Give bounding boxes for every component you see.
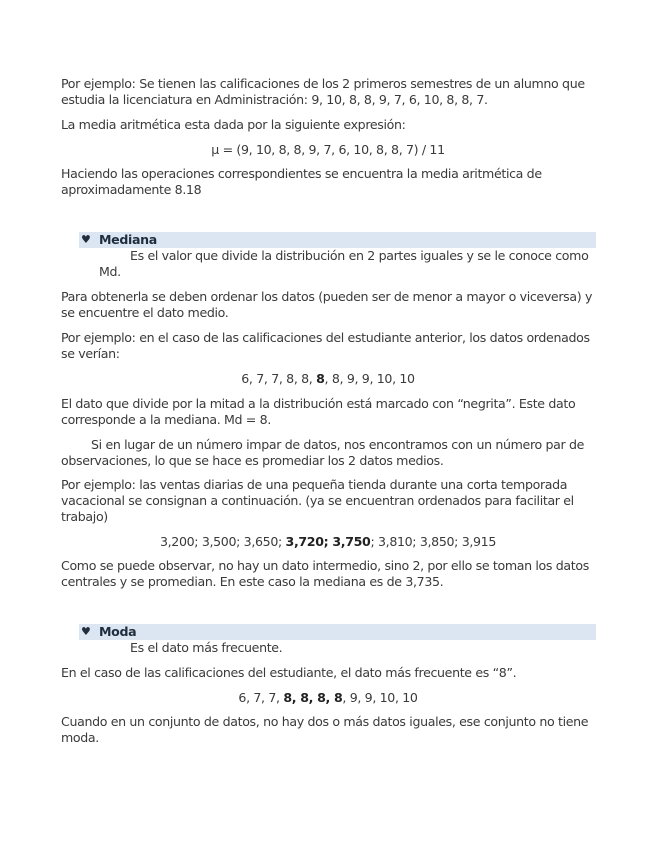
- moda-def: Es el dato más frecuente.: [130, 640, 283, 655]
- media-text: La media aritmética esta dada por la siguiente expresión:: [61, 117, 406, 132]
- moda-sequence: [61, 690, 595, 707]
- mediana-sales-sequence: [61, 534, 595, 551]
- mediana-sales-line-1: Por ejemplo: las ventas diarias de una pequeña tienda durante una corta temporada: [61, 477, 568, 492]
- media-result-line-1: Haciendo las operaciones correspondientes se encuentra la media aritmética de: [61, 166, 542, 181]
- mediana-even-line-1: Si en lugar de un número impar de datos, nos encontramos con un número par de: [91, 437, 585, 452]
- heart-bullet-icon: ♥: [81, 233, 91, 246]
- mediana-conclusion-line-1: Como se puede observar, no hay un dato intermedio, sino 2, por ello se toman los datos: [61, 558, 589, 573]
- sales-before: 3,200; 3,500; 3,650;: [159, 534, 286, 549]
- moda-heading: [79, 624, 596, 640]
- sales-after: ; 3,810; 3,850; 3,915: [370, 534, 497, 549]
- mediana-seq-bold: 8: [316, 371, 325, 386]
- mediana-result-line-1: El dato que divide por la mitad a la distribución está marcado con “negrita”. Este dato: [61, 396, 576, 411]
- sales-bold: 3,720; 3,750: [285, 534, 371, 549]
- mediana-order-line-2: se encuentre el dato medio.: [61, 305, 229, 320]
- mediana-seq-before: 6, 7, 7, 8, 8,: [241, 371, 317, 386]
- moda-seq-before: 6, 7, 7,: [238, 690, 284, 705]
- mediana-heading: [79, 232, 596, 248]
- media-formula: μ = (9, 10, 8, 8, 9, 7, 6, 10, 8, 8, 7) / 11: [211, 142, 445, 157]
- media-result-line-2: aproximadamente 8.18: [61, 182, 202, 197]
- mediana-def-line-2: Md.: [99, 264, 121, 279]
- moda-seq-bold: 8, 8, 8, 8: [283, 690, 343, 705]
- mediana-seq-after: , 8, 9, 9, 10, 10: [324, 371, 415, 386]
- mediana-conclusion-line-2: centrales y se promedian. En este caso la mediana es de 3,735.: [61, 574, 444, 589]
- mediana-result-line-2: corresponde a la mediana. Md = 8.: [61, 412, 271, 427]
- mediana-even-line-2: observaciones, lo que se hace es promediar los 2 datos medios.: [61, 453, 444, 468]
- moda-note-line-1: Cuando en un conjunto de datos, no hay dos o más datos iguales, ese conjunto no tiene: [61, 714, 589, 729]
- mediana-example-line-2: se verían:: [61, 346, 120, 361]
- moda-note-line-2: moda.: [61, 730, 99, 745]
- heart-bullet-icon: ♥: [81, 625, 91, 638]
- moda-case-text: En el caso de las calificaciones del estudiante, el dato más frecuente es “8”.: [61, 665, 517, 680]
- mediana-sales-line-3: trabajo): [61, 509, 108, 524]
- mediana-heading-text: Mediana: [99, 232, 157, 247]
- intro-example-line-1: Por ejemplo: Se tienen las calificaciones de los 2 primeros semestres de un alumno que: [61, 76, 585, 91]
- moda-heading-text: Moda: [99, 624, 137, 639]
- mediana-order-line-1: Para obtenerla se deben ordenar los datos (pueden ser de menor a mayor o viceversa) y: [61, 289, 593, 304]
- mediana-sales-line-2: vacacional se consignan a continuación. (ya se encuentran ordenados para facilitar el: [61, 493, 574, 508]
- moda-seq-after: , 9, 9, 10, 10: [342, 690, 418, 705]
- intro-example-line-2: estudia la licenciatura en Administración: 9, 10, 8, 8, 9, 7, 6, 10, 8, 8, 7.: [61, 92, 488, 107]
- mediana-sequence: [61, 371, 595, 388]
- mediana-def-line-1: Es el valor que divide la distribución en 2 partes iguales y se le conoce como: [130, 248, 589, 263]
- mediana-example-line-1: Por ejemplo: en el caso de las calificaciones del estudiante anterior, los datos ordenados: [61, 330, 590, 345]
